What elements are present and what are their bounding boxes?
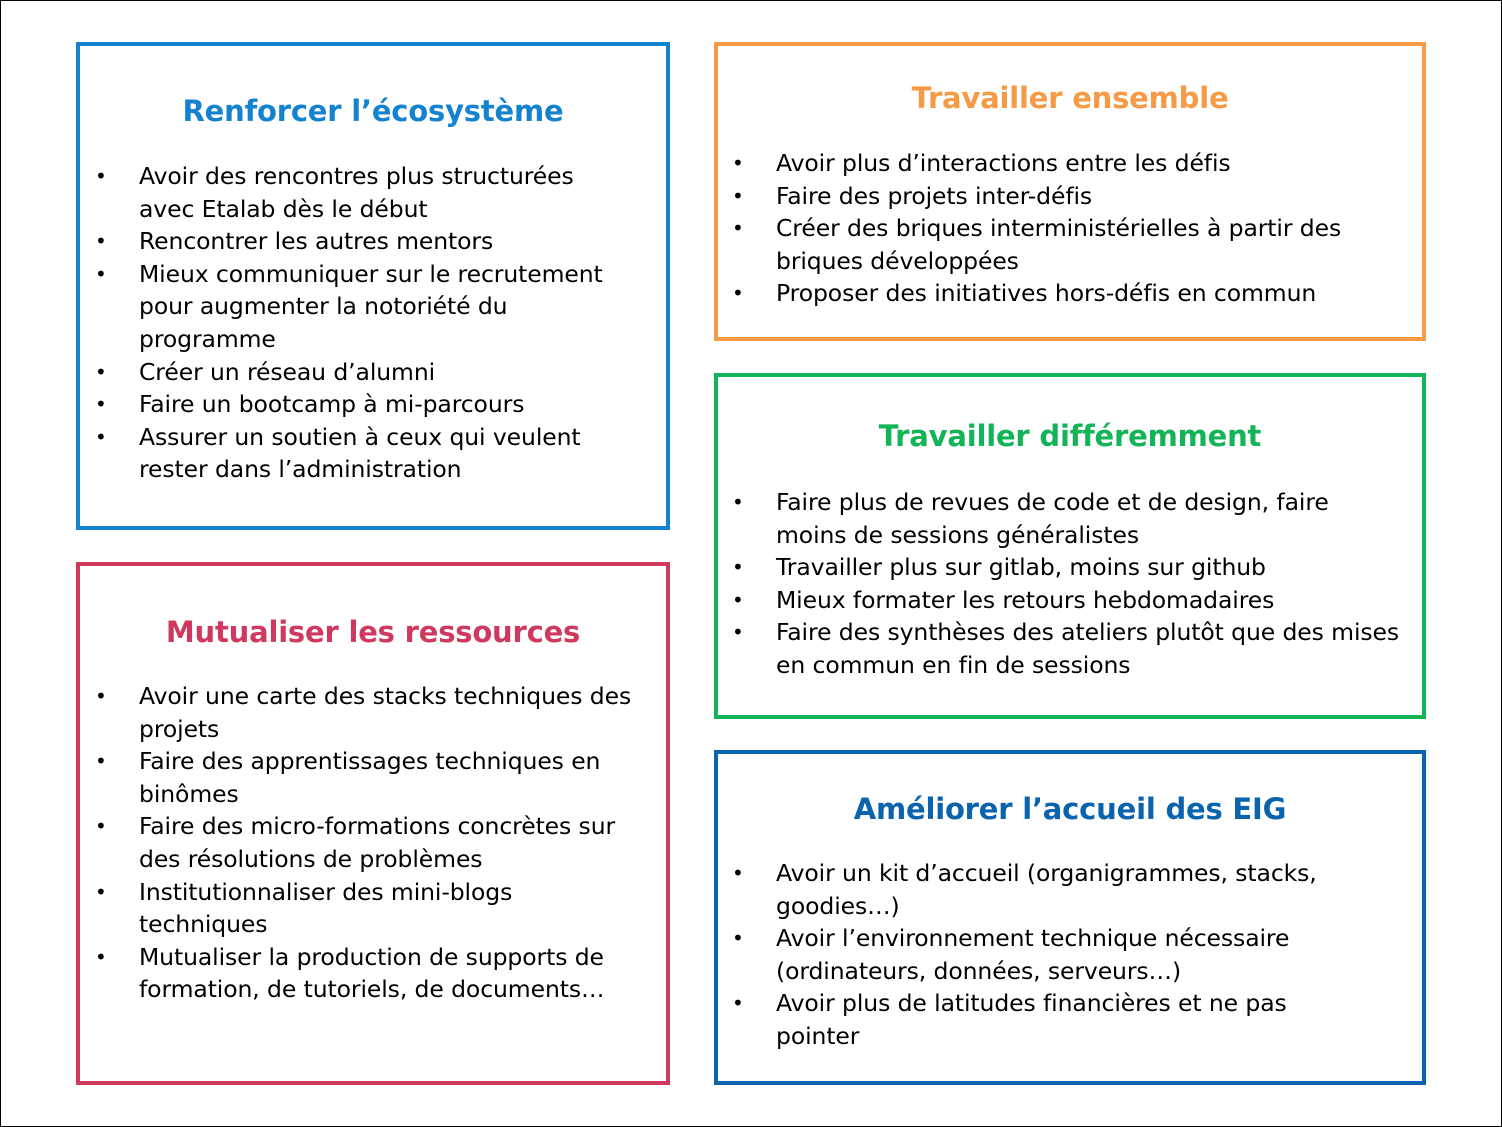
list-item-text: Mieux communiquer sur le recrutement pour augmenter la notoriété du programme — [139, 259, 603, 353]
list-item — [95, 258, 635, 356]
list-item — [95, 745, 640, 810]
list-item-text: Institutionnaliser des mini-blogs techniques — [139, 877, 513, 939]
bullet-icon: • — [95, 814, 107, 839]
bullet-icon: • — [95, 164, 107, 188]
list-item — [732, 486, 1404, 551]
bullet-icon: • — [95, 424, 107, 449]
card-list — [95, 160, 635, 486]
card-travailler-ensemble — [714, 42, 1426, 341]
card-travailler-differemment — [714, 373, 1426, 719]
bullet-icon: • — [732, 490, 744, 514]
list-item-text: Avoir plus de latitudes financières et ne pas pointer — [776, 989, 1287, 1050]
card-title: Travailler différemment — [878, 419, 1262, 453]
list-item-text: Mutualiser la production de supports de formation, de tutoriels, de documents… — [139, 942, 605, 1004]
bullet-icon: • — [95, 749, 107, 774]
list-item — [95, 388, 635, 421]
list-item-text: Rencontrer les autres mentors — [139, 227, 494, 256]
bullet-icon: • — [732, 183, 744, 208]
bullet-icon: • — [95, 944, 107, 969]
list-item-text: Avoir l’environnement technique nécessaire (ordinateurs, données, serveurs…) — [776, 924, 1290, 985]
list-item-text: Avoir plus d’interactions entre les défis — [776, 149, 1231, 177]
bullet-icon: • — [732, 991, 744, 1016]
list-item-text: Proposer des initiatives hors-défis en commun — [776, 279, 1317, 308]
bullet-icon: • — [95, 261, 107, 286]
card-list — [732, 857, 1372, 1053]
list-item-text: Créer des briques interministérielles à partir des briques développées — [776, 214, 1342, 275]
card-title: Mutualiser les ressources — [165, 615, 581, 649]
card-list — [95, 680, 640, 1006]
card-list — [732, 486, 1404, 682]
list-item — [732, 584, 1404, 617]
bullet-icon: • — [95, 684, 107, 708]
bullet-icon: • — [95, 879, 107, 904]
list-item — [732, 147, 1402, 180]
bullet-icon: • — [732, 281, 744, 306]
list-item — [732, 857, 1372, 922]
list-item-text: Assurer un soutien à ceux qui veulent rester dans l’administration — [139, 422, 581, 484]
list-item — [95, 680, 640, 745]
list-item — [95, 160, 635, 225]
list-item — [732, 212, 1402, 277]
bullet-icon: • — [732, 555, 744, 580]
card-title: Renforcer l’écosystème — [182, 94, 564, 128]
bullet-icon: • — [732, 587, 744, 612]
bullet-icon: • — [732, 151, 744, 175]
list-item — [732, 616, 1404, 681]
list-item-text: Faire plus de revues de code et de design, faire moins de sessions généralistes — [776, 488, 1329, 549]
card-mutualiser-ressources — [76, 562, 670, 1085]
list-item — [732, 551, 1404, 584]
list-item-text: Faire des micro-formations concrètes sur des résolutions de problèmes — [139, 812, 616, 873]
list-item — [95, 356, 635, 389]
card-title: Travailler ensemble — [911, 81, 1229, 115]
list-item-text: Faire des projets inter-défis — [776, 181, 1093, 210]
list-item — [732, 987, 1372, 1052]
list-item-text: Faire des synthèses des ateliers plutôt que des mises en commun en fin de sessions — [776, 618, 1400, 679]
list-item — [95, 225, 635, 258]
list-item-text: Faire des apprentissages techniques en binômes — [139, 747, 601, 808]
list-item — [95, 810, 640, 875]
list-item-text: Créer un réseau d’alumni — [139, 357, 436, 386]
bullet-icon: • — [732, 216, 744, 241]
list-item-text: Avoir un kit d’accueil (organigrammes, stacks, goodies…) — [776, 859, 1317, 920]
card-list — [732, 147, 1402, 310]
list-item-text: Avoir une carte des stacks techniques des projets — [139, 682, 632, 743]
list-item-text: Travailler plus sur gitlab, moins sur github — [776, 553, 1266, 582]
bullet-icon: • — [732, 861, 744, 885]
bullet-icon: • — [732, 926, 744, 951]
list-item-text: Mieux formater les retours hebdomadaires — [776, 585, 1275, 614]
list-item-text: Avoir des rencontres plus structurées avec Etalab dès le début — [139, 162, 574, 223]
list-item — [732, 277, 1402, 310]
card-ameliorer-accueil — [714, 750, 1426, 1085]
list-item — [732, 180, 1402, 213]
list-item-text: Faire un bootcamp à mi-parcours — [139, 390, 525, 419]
bullet-icon: • — [95, 229, 107, 254]
list-item — [732, 922, 1372, 987]
bullet-icon: • — [95, 359, 107, 384]
bullet-icon: • — [95, 392, 107, 417]
bullet-icon: • — [732, 620, 744, 645]
list-item — [95, 876, 640, 941]
list-item — [95, 421, 635, 486]
list-item — [95, 941, 640, 1006]
card-renforcer-ecosysteme — [76, 42, 670, 530]
card-title: Améliorer l’accueil des EIG — [853, 792, 1287, 826]
